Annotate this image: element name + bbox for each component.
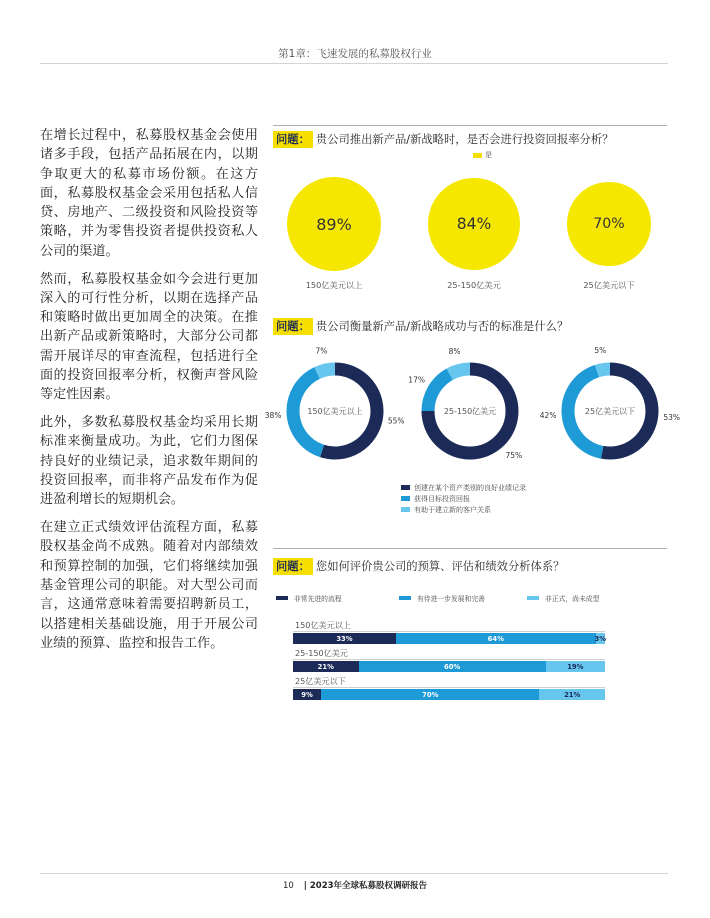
donut-3-segment-3 [597,369,610,371]
donut-legend-item-3 [401,504,526,515]
paragraph-1: 在增长过程中，私募股权基金会使用诸多手段，包括产品拓展在内，以期争取更大的私募市场份额。在这方面，私募股权基金会采用包括私人信贷、房地产、二级投资和风险投资等策略，并为零售投资者提供投资私人公司的渠道。 [40,128,258,259]
bubble-legend [473,150,492,160]
donut-legend-swatch-1 [401,485,410,490]
question-3-block [273,548,667,713]
bar-1-segment-2: 64% [396,633,596,644]
bar-divider-2 [293,659,605,660]
donut-legend-swatch-3 [401,507,410,512]
bubble-legend-swatch [473,153,482,158]
paragraph-2: 然而，私募股权基金如今会进行更加深入的可行性分析，以期在选择产品和策略时做出更加周全的决策。在推出新产品或新策略时，大部分公司都需开展详尽的审查流程，包括进行全面的投资回报率分析，权衡声誉风险等定性因素。 [40,271,258,403]
donut-1-center-label: 150亿美元以上 [307,407,363,416]
bar-legend-label-1: 非常先进的流程 [294,595,342,603]
bubble-2 [428,178,519,269]
bar-category-1: 150亿美元以上 [295,620,351,630]
donut-2-label-3: 8% [448,346,461,356]
bar-legend-item-2 [399,593,485,603]
donut-1-label-1: 55% [387,416,405,426]
bar-legend-swatch-1 [276,596,288,600]
bar-1 [293,633,605,644]
bubble-3 [567,182,650,265]
bubble-1 [287,177,381,271]
bubble-category-1: 150亿美元以上 [305,280,363,290]
footer [0,879,710,891]
donut-2-center-label: 25-150亿美元 [443,407,497,416]
bar-3-segment-2: 70% [321,689,539,700]
bar-1-segment-3: 3% [594,634,607,643]
bar-legend-label-3: 非正式，尚未成型 [545,595,600,603]
donut-1-label-3: 7% [315,346,328,356]
question-1-divider [273,125,667,126]
bar-legend-swatch-2 [399,596,411,600]
bar-3-segment-3: 21% [539,689,605,700]
question-2-tag: 问题： [273,318,313,335]
bar-legend-item-3 [527,593,599,603]
donut-legend-swatch-2 [401,496,410,501]
question-3-tag: 问题： [273,558,313,575]
bubble-category-3: 25亿美元以下 [583,280,635,290]
donut-3-label-2: 42% [539,410,557,420]
bar-category-3: 25亿美元以下 [295,676,346,686]
bar-divider-1 [293,631,605,632]
donut-legend-item-1 [401,482,526,493]
paragraph-3: 此外，多数私募股权基金均采用长期标准来衡量成功。为此，它们力图保持良好的业绩记录，追求数年期间的投资回报率，而非将产品发布作为促进盈利增长的短期机会。 [40,415,258,508]
bubble-value-2: 84% [456,214,492,233]
header-divider [40,63,668,64]
question-1-block [273,125,667,305]
donut-1-label-2: 38% [264,410,282,420]
bar-legend-label-2: 有待进一步发展和完善 [417,595,485,603]
question-2-text: 贵公司衡量新产品/新战略成功与否的标准是什么？ [315,320,569,333]
bar-legend-item-1 [276,593,342,603]
donut-2-segment-2 [428,374,450,411]
bubble-value-3: 70% [593,215,625,232]
question-3-text: 您如何评价贵公司的预算、评估和绩效分析体系？ [315,560,565,573]
donut-2-segment-3 [450,369,470,374]
report-title: | 2023年全球私募股权调研报告 [303,881,428,891]
bubble-category-2: 25-150亿美元 [447,280,501,290]
bubble-value-1: 89% [316,214,352,234]
question-1-text: 贵公司推出新产品/新战略时，是否会进行投资回报率分析？ [315,133,614,146]
bubble-legend-label: 是 [485,151,492,159]
bar-3 [293,689,605,700]
donut-1-segment-3 [317,369,335,373]
bar-2-segment-2: 60% [359,661,546,672]
paragraph-4: 在建立正式绩效评估流程方面，私募股权基金尚不成熟。随着对内部绩效和预算控制的加强，它们将继续加强基金管理公司的职能。对大型公司而言，这通常意味着需要招聘新员工，以搭建相关基础设施，用于开展公司业绩的预算、监控和报告工作。 [40,520,258,651]
question-3-divider [273,548,667,549]
donut-2-label-1: 75% [505,450,523,460]
footer-divider [40,873,668,874]
body-text-column [40,126,258,662]
question-2-block [264,318,681,518]
donut-3-label-3: 5% [594,345,607,355]
donut-3-center-label: 25亿美元以下 [584,407,636,416]
bar-2-segment-1: 21% [293,661,359,672]
bar-legend-swatch-3 [527,596,539,600]
bar-1-segment-1: 33% [293,633,396,644]
donut-2-label-2: 17% [408,375,425,385]
chapter-header: 第1章：飞速发展的私募股权行业 [278,48,432,60]
bar-divider-3 [293,687,605,688]
bar-category-2: 25-150亿美元 [295,648,348,658]
bar-2-segment-3: 19% [546,661,605,672]
bar-2 [293,661,605,672]
donut-legend-label-2: 获得目标投资回报 [414,494,470,503]
question-1-tag: 问题： [273,131,313,148]
donut-legend [401,482,526,515]
page-number: 10 [282,881,294,891]
donut-legend-label-3: 有助于建立新的客户关系 [414,505,491,514]
donut-legend-label-1: 创建在某个资产类别的良好业绩记录 [414,483,526,492]
bar-3-segment-1: 9% [293,689,321,700]
donut-legend-item-2 [401,493,526,504]
donut-charts [258,345,681,483]
donut-3-label-1: 53% [663,412,681,422]
